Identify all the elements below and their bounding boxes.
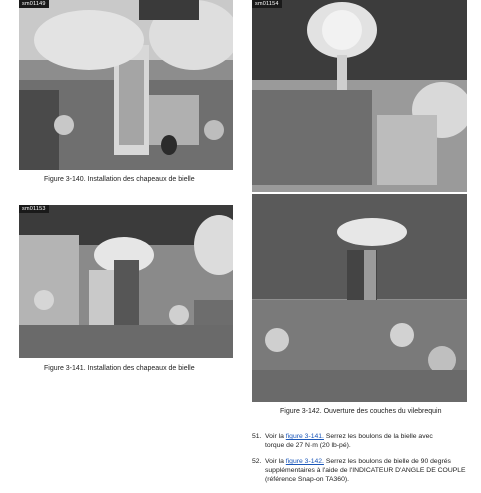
engine-photo-illustration — [252, 0, 467, 402]
figure-3-142-link[interactable]: figure 3-142. — [285, 458, 324, 465]
figure-3-142-photo — [252, 0, 467, 402]
step-text-line3: (référence Snap-on TA360). — [265, 476, 350, 483]
figure-3-141-photo — [19, 205, 233, 358]
step-text-post: Serrez les boulons de bielle de 90 degrés — [325, 458, 451, 465]
figure-tag: sm01154 — [252, 0, 282, 8]
figure-3-140-caption: Figure 3-140. Installation des chapeaux de bielle — [44, 176, 195, 183]
step-number: 52. — [252, 458, 262, 465]
step-text-line2: torque de 27 N·m (20 lb-pé). — [265, 442, 351, 449]
step-text-post: Serrez les boulons de la bielle avec — [325, 433, 433, 440]
step-text-pre: Voir la — [265, 433, 284, 440]
figure-tag: sm01153 — [19, 205, 49, 213]
figure-3-141-caption: Figure 3-141. Installation des chapeaux de bielle — [44, 365, 195, 372]
engine-photo-illustration — [19, 205, 233, 358]
step-number: 51. — [252, 433, 262, 440]
step-text-pre: Voir la — [265, 458, 284, 465]
figure-3-141-link[interactable]: figure 3-141. — [285, 433, 324, 440]
figure-3-140-photo — [19, 0, 233, 170]
engine-photo-illustration — [19, 0, 233, 170]
step-52 — [252, 457, 477, 484]
figure-tag: sm01149 — [19, 0, 49, 8]
figure-3-142-caption: Figure 3-142. Ouverture des couches du vilebrequin — [280, 408, 442, 415]
step-text-line2: supplémentaires à l'aide de l'INDICATEUR D'ANGLE DE COUPLE — [265, 467, 466, 474]
step-51 — [252, 432, 477, 450]
